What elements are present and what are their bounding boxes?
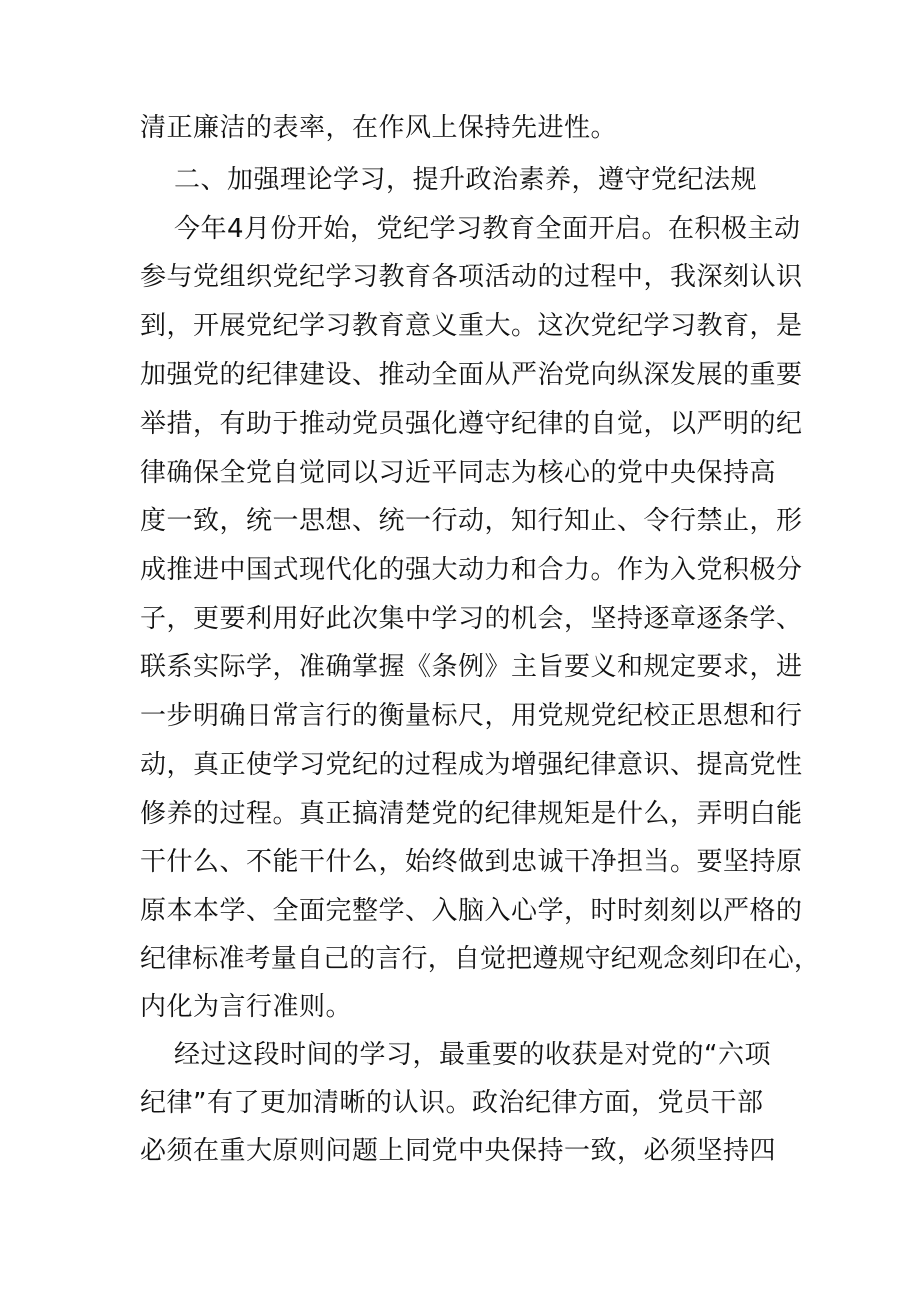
text-line: 联系实际学，准确掌握《条例》主旨要义和规定要求，进: [140, 652, 803, 682]
section-heading: 二、加强理论学习，提升政治素养，遵守党纪法规: [174, 165, 758, 195]
text-line: 修养的过程。真正搞清楚党的纪律规矩是什么，弄明白能: [140, 799, 803, 829]
text-line: 纪律标准考量自己的言行，自觉把遵规守纪观念刻印在心，: [140, 944, 821, 974]
text-line: 成推进中国式现代化的强大动力和合力。作为入党积极分: [140, 555, 803, 585]
text-line: 度一致，统一思想、统一行动，知行知止、令行禁止，形: [140, 506, 803, 536]
text-line: 到，开展党纪学习教育意义重大。这次党纪学习教育，是: [140, 311, 803, 341]
text-line: 原本本学、全面完整学、入脑入心学，时时刻刻以严格的: [140, 896, 803, 926]
text-line: 参与党组织党纪学习教育各项活动的过程中，我深刻认识: [140, 262, 803, 292]
text-line: 纪律”有了更加清晰的认识。政治纪律方面，党员干部: [140, 1088, 764, 1118]
text-line: 律确保全党自觉同以习近平同志为核心的党中央保持高: [140, 458, 777, 488]
text-line: 干什么、不能干什么，始终做到忠诚干净担当。要坚持原: [140, 847, 803, 877]
text-line: 内化为言行准则。: [140, 992, 353, 1022]
text-line: 加强党的纪律建设、推动全面从严治党向纵深发展的重要: [140, 360, 803, 390]
text-line: 举措，有助于推动党员强化遵守纪律的自觉，以严明的纪: [140, 409, 803, 439]
text-line: 必须在重大原则问题上同党中央保持一致，必须坚持四: [140, 1136, 777, 1166]
text-line: 经过这段时间的学习，最重要的收获是对党的“六项: [174, 1040, 771, 1070]
text-line: 动，真正使学习党纪的过程成为增强纪律意识、提高党性: [140, 750, 803, 780]
text-line: 子，更要利用好此次集中学习的机会，坚持逐章逐条学、: [140, 604, 803, 634]
text-line: 清正廉洁的表率，在作风上保持先进性。: [140, 113, 618, 143]
text-line: 今年4月份开始，党纪学习教育全面开启。在积极主动: [174, 214, 801, 244]
text-line: 一步明确日常言行的衡量标尺，用党规党纪校正思想和行: [140, 701, 803, 731]
